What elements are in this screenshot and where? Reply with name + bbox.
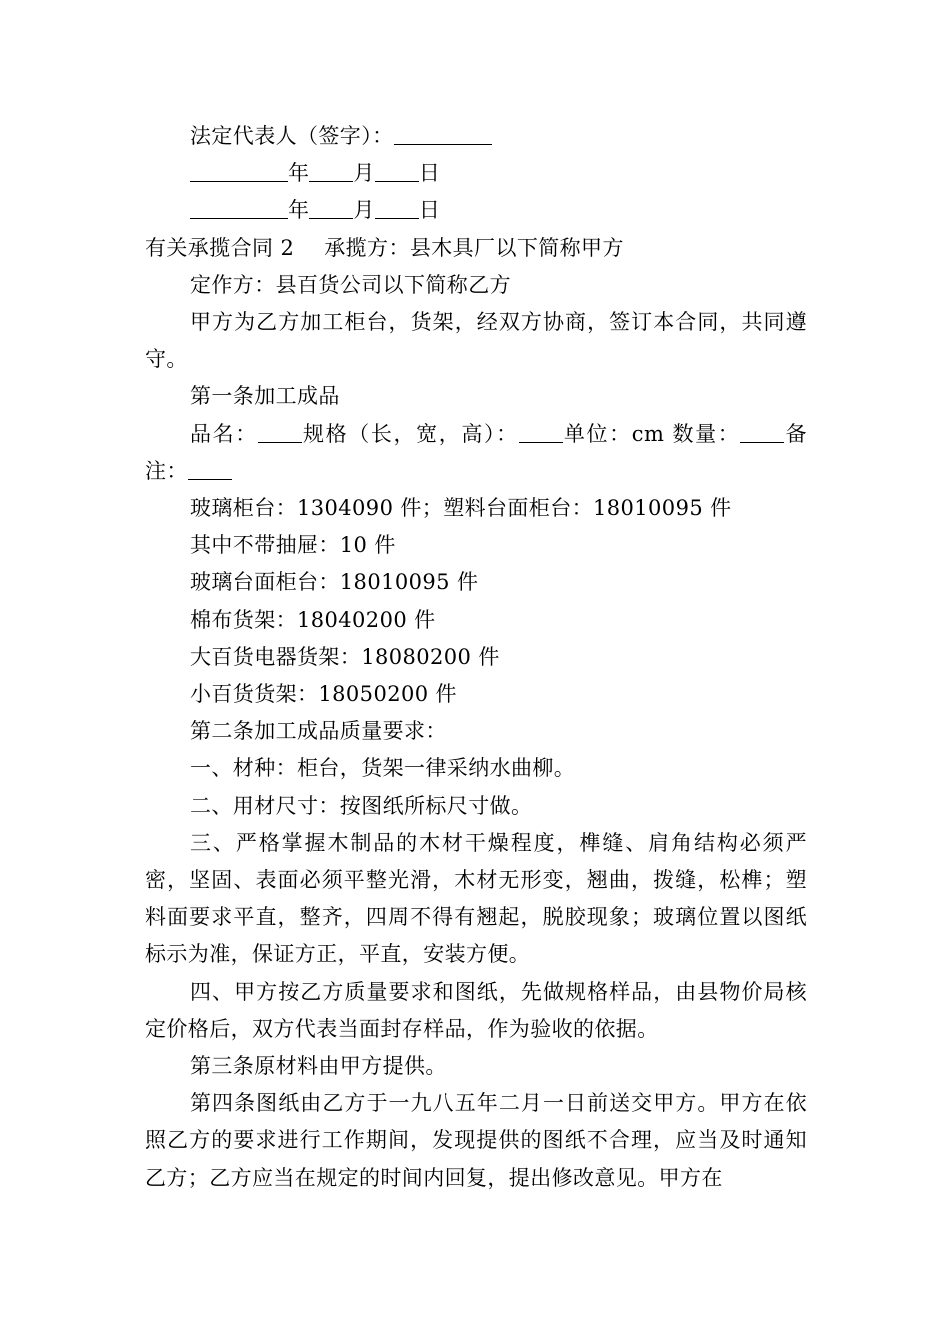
article-3: 第三条原材料由甲方提供。 bbox=[190, 1054, 447, 1079]
spec-name-label: 品名： bbox=[190, 421, 258, 446]
year-label: 年 bbox=[288, 161, 310, 186]
contract-heading-line bbox=[145, 230, 807, 267]
spec-size-label: 规格（长，宽，高）： bbox=[301, 421, 519, 446]
article-2-title: 第二条加工成品质量要求： bbox=[190, 719, 447, 744]
month-label: 月 bbox=[353, 198, 375, 223]
year-blank bbox=[190, 196, 288, 219]
article-2-item: 二、用材尺寸：按图纸所标尺寸做。 bbox=[190, 793, 533, 818]
day-blank bbox=[375, 159, 419, 182]
item-line: 其中不带抽屉：10 件 bbox=[190, 533, 396, 558]
article-2-item: 一、材种：柜台，货架一律采纳水曲柳。 bbox=[190, 756, 576, 781]
item-line: 大百货电器货架：18080200 件 bbox=[190, 644, 500, 669]
article-2-item: 三、严格掌握木制品的木材干燥程度，榫缝、肩角结构必须严密，坚固、表面必须平整光滑，木材无形变，翘曲，拨缝，松榫；塑料面要求平直，整齐，四周不得有翘起，脱胶现象；玻璃位置以图纸标示为准，保证方正，平直，安装方便。 bbox=[145, 830, 807, 967]
day-label: 日 bbox=[418, 161, 441, 186]
article-1-title: 第一条加工成品 bbox=[190, 384, 340, 409]
size-blank bbox=[519, 420, 563, 443]
month-label: 月 bbox=[353, 161, 375, 186]
spec-note-label: 备注： bbox=[145, 421, 808, 483]
signature-blank bbox=[394, 122, 492, 145]
name-blank bbox=[258, 420, 302, 443]
document-body bbox=[145, 118, 807, 1197]
item-line: 棉布货架：18040200 件 bbox=[190, 607, 436, 632]
rep-sign-label: 法定代表人（签字）： bbox=[190, 124, 394, 148]
item-line: 小百货货架：18050200 件 bbox=[190, 682, 457, 707]
day-label: 日 bbox=[418, 198, 441, 223]
year-blank bbox=[190, 159, 288, 182]
date-line bbox=[145, 192, 807, 229]
party-a: 承揽方：县木具厂以下简称甲方 bbox=[324, 235, 624, 260]
party-b: 定作方：县百货公司以下简称乙方 bbox=[190, 272, 511, 297]
day-blank bbox=[375, 196, 419, 219]
month-blank bbox=[309, 196, 353, 219]
item-line: 玻璃柜台：1304090 件；塑料台面柜台：18010095 件 bbox=[190, 496, 732, 521]
item-line: 玻璃台面柜台：18010095 件 bbox=[190, 570, 479, 595]
qty-blank bbox=[740, 420, 784, 443]
date-line bbox=[145, 155, 807, 192]
article-4: 第四条图纸由乙方于一九八五年二月一日前送交甲方。甲方在依照乙方的要求进行工作期间，发现提供的图纸不合理，应当及时通知乙方；乙方应当在规定的时间内回复，提出修改意见。甲方在 bbox=[145, 1091, 807, 1190]
month-blank bbox=[309, 159, 353, 182]
note-blank bbox=[188, 457, 232, 480]
spec-line bbox=[145, 416, 807, 490]
rep-sign-line bbox=[145, 118, 807, 155]
contract-title: 有关承揽合同 2 bbox=[145, 235, 295, 260]
spec-unit-label: 单位：cm 数量： bbox=[562, 421, 741, 446]
intro-paragraph: 甲方为乙方加工柜台，货架，经双方协商，签订本合同，共同遵守。 bbox=[145, 310, 807, 372]
year-label: 年 bbox=[288, 198, 310, 223]
article-2-item: 四、甲方按乙方质量要求和图纸，先做规格样品，由县物价局核定价格后，双方代表当面封存样品，作为验收的依据。 bbox=[145, 979, 807, 1041]
